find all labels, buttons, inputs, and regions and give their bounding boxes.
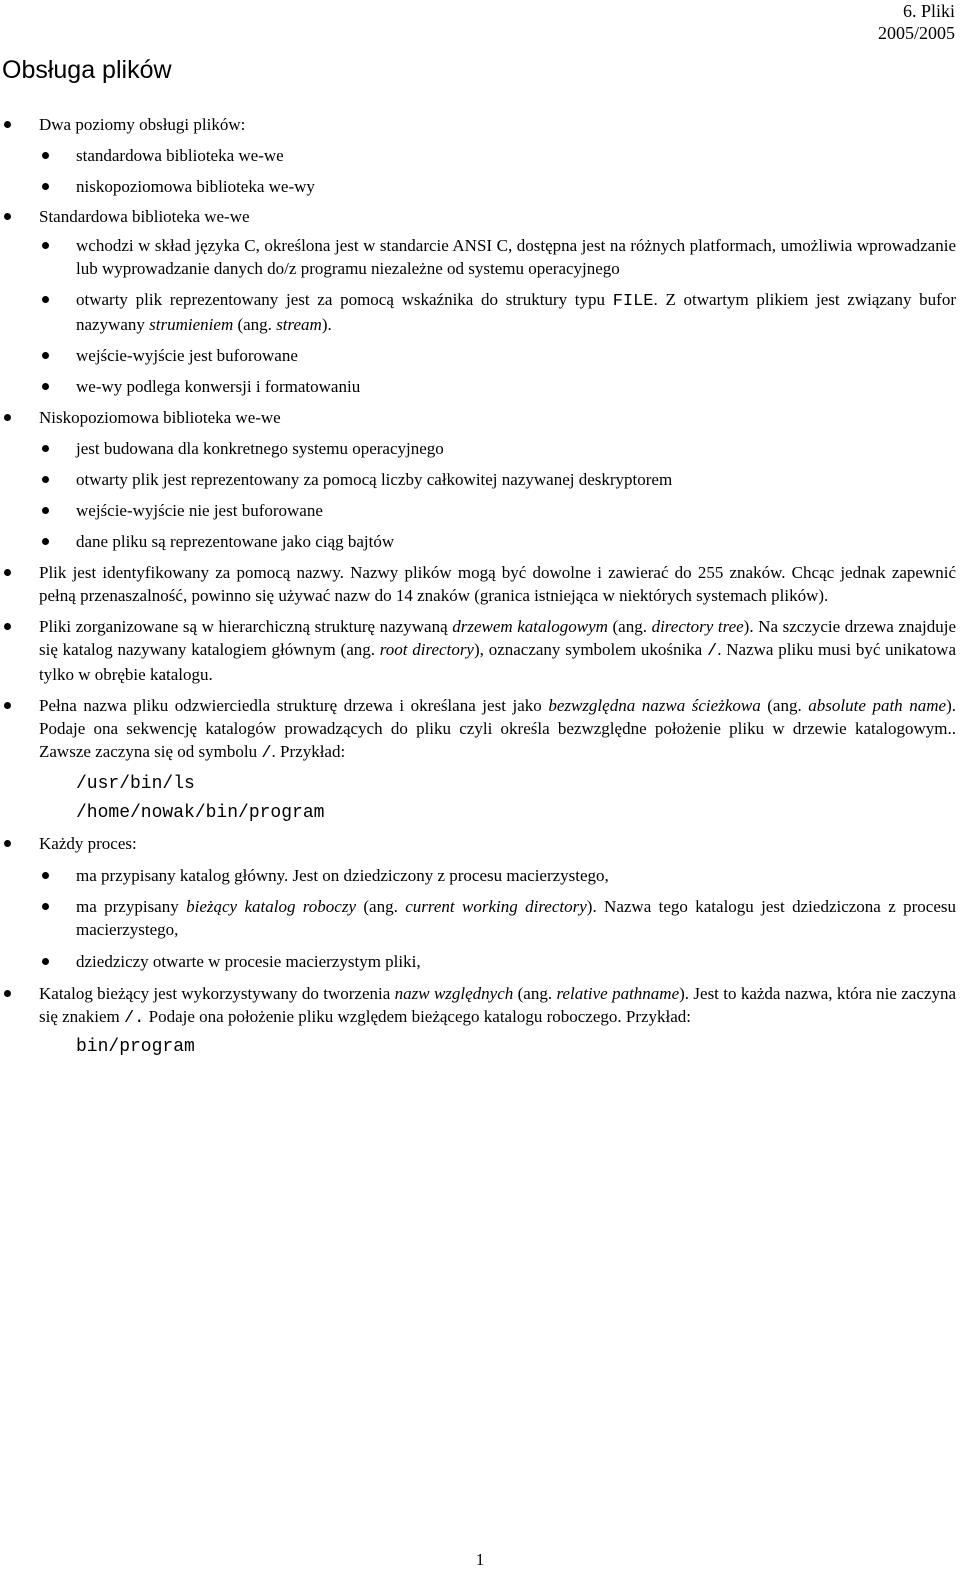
page-number: 1	[475, 1550, 485, 1569]
list-item: Pełna nazwa pliku odzwierciedla strukturę drzewa i określana jest jako bezwzględna nazwa ścieżkowa (ang. absolute path name). Podaje ona sekwencję katalogów prowadzących do pliku czyli określa bezwzględne położenie pliku w drzewie katalogowym.. Zawsze zaczyna się od symbolu /. Przykład:	[0, 694, 956, 765]
list-item: dziedziczy otwarte w procesie macierzystym pliki,	[0, 950, 956, 973]
list-item: Każdy proces:	[0, 832, 956, 855]
list-item: we-wy podlega konwersji i formatowaniu	[0, 375, 956, 398]
list-item: wchodzi w skład języka C, określona jest w standarcie ANSI C, dostępna jest na różnych platformach, umożliwia wprowadzanie lub wyprowadzanie danych do/z programu niezależne od systemu operacyjnego	[0, 234, 956, 280]
page-header	[878, 0, 955, 44]
document-body	[0, 113, 956, 1058]
list-item: Dwa poziomy obsługi plików:	[0, 113, 956, 136]
list-item: Pliki zorganizowane są w hierarchiczną strukturę nazywaną drzewem katalogowym (ang. directory tree). Na szczycie drzewa znajduje się katalog nazywany katalogiem głównym (ang. root directory), oznaczany symbolem ukośnika /. Nazwa pliku musi być unikatowa tylko w obrębie katalogu.	[0, 615, 956, 686]
list-item: ma przypisany katalog główny. Jest on dziedziczony z procesu macierzystego,	[0, 864, 956, 887]
list-item: otwarty plik jest reprezentowany za pomocą liczby całkowitej nazywanej deskryptorem	[0, 468, 956, 491]
list-item: jest budowana dla konkretnego systemu operacyjnego	[0, 437, 956, 460]
list-item: standardowa biblioteka we-we	[0, 144, 956, 167]
list-item: Standardowa biblioteka we-we	[0, 205, 956, 228]
list-item: Plik jest identyfikowany za pomocą nazwy. Nazwy plików mogą być dowolne i zawierać do 255 znaków. Chcąc jednak zapewnić pełną przenaszalność, powinno się używać nazw do 14 znaków (granica istniejąca w niektórych systemach plików).	[0, 561, 956, 607]
page-title: Obsługa plików	[2, 56, 172, 84]
code-example: bin/program	[76, 1037, 195, 1057]
section-label: 6. Pliki	[902, 1, 955, 21]
code-example: /home/nowak/bin/program	[76, 803, 325, 823]
list-item: dane pliku są reprezentowane jako ciąg bajtów	[0, 530, 956, 553]
code-example: /usr/bin/ls	[76, 774, 195, 794]
list-item: wejście-wyjście jest buforowane	[0, 344, 956, 367]
date-label: 2005/2005	[877, 23, 955, 43]
list-item: otwarty plik reprezentowany jest za pomocą wskaźnika do struktury typu FILE. Z otwartym plikiem jest związany bufor nazywany strumieniem (ang. stream).	[0, 288, 956, 336]
list-item: wejście-wyjście nie jest buforowane	[0, 499, 956, 522]
list-item: niskopoziomowa biblioteka we-wy	[0, 175, 956, 198]
list-item: Niskopoziomowa biblioteka we-we	[0, 406, 956, 429]
list-item: Katalog bieżący jest wykorzystywany do tworzenia nazw względnych (ang. relative pathname). Jest to każda nazwa, która nie zaczyna się znakiem /. Podaje ona położenie pliku względem bieżącego katalogu roboczego. Przykład:	[0, 982, 956, 1030]
list-item: ma przypisany bieżący katalog roboczy (ang. current working directory). Nazwa tego katalogu jest dziedziczona z procesu macierzystego,	[0, 895, 956, 941]
